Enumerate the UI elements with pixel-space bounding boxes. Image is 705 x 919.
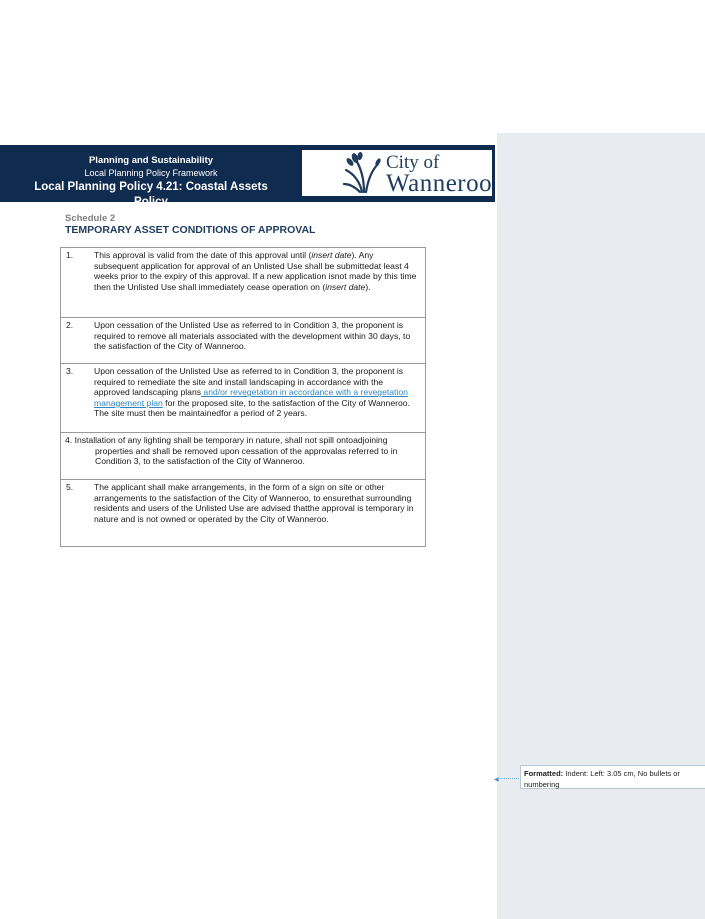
condition-number: 4. [65,435,73,445]
conditions-table [60,247,426,547]
format-change-balloon[interactable] [520,765,705,789]
condition-text-part: ). Any subsequent application for approval of an Unlisted Use shall be submittedat least 4 weeks prior to the expiry of this approval. If a new application isnot made by this time then the Unlisted Use shall immediately cease operation on ( [94,250,417,292]
condition-text-italic: insert date [311,250,352,260]
comment-anchor-icon[interactable]: ◀ [494,777,499,783]
balloon-label: Formatted: [524,769,564,778]
document-header [20,154,282,210]
condition-text-part: Installation of any lighting shall be temporary in nature, shall not spill ontoadjoining properties and shall be removed upon cessation of the approvalas referred to in Condition 3, to the satisfaction of the City of Wanneroo. [74,435,398,467]
condition-row [61,363,425,432]
condition-text[interactable] [65,433,420,467]
condition-text-part: This approval is valid from the date of this approval until ( [94,250,312,260]
condition-text-part: for the proposed site, to the satisfaction of the City of Wanneroo. The site must then be maintainedfor a period of 2 years. [94,397,410,419]
balloon-text: Indent: Left: 3.05 cm, No bullets or numbering [524,769,680,789]
condition-text-part: Upon cessation of the Unlisted Use as referred to in Condition 3, the proponent is required to remediate the site and install landscaping in accordance with the approved landscaping plans [94,366,404,398]
condition-row [61,479,425,546]
condition-text-italic: insert date [325,281,366,292]
condition-number: 2. [66,320,74,330]
markup-pane [497,133,705,919]
condition-text-part: ). [365,281,371,292]
tracked-insertion[interactable]: and/or revegetation in accordance with a revegetation management plan [94,387,408,408]
condition-number: 3. [66,366,74,376]
schedule-label: Schedule 2 [65,213,116,224]
condition-text[interactable] [94,248,420,292]
condition-text[interactable]: The applicant shall make arrangements, in the form of a sign on site or other arrangements to the satisfaction of the City of Wanneroo, to ensurethat surrounding residents and users of the Unlisted Use are advised thatthe approval is temporary in nature and is not owned or operated by the City of Wanneroo. [94,482,414,524]
condition-number: 5. [66,482,74,492]
condition-row [61,432,425,479]
header-policy-title: Local Planning Policy 4.21: Coastal Assets Policy [34,181,268,208]
logo-city-text: City of [386,152,440,173]
condition-text[interactable]: Upon cessation of the Unlisted Use as referred to in Condition 3, the proponent is required to remove all materials associated with the development within 30 days, to the satisfaction of the City of Wanneroo. [94,320,411,352]
header-department: Planning and Sustainability [88,155,214,166]
logo-name-text: Wanneroo [386,170,493,197]
condition-row [61,317,425,363]
condition-row [61,248,425,317]
city-logo [302,150,492,196]
condition-number: 1. [66,250,74,260]
section-title: TEMPORARY ASSET CONDITIONS OF APPROVAL [65,224,316,236]
header-framework: Local Planning Policy Framework [84,168,218,178]
condition-text[interactable] [94,364,420,419]
plant-logo-icon [342,152,382,194]
